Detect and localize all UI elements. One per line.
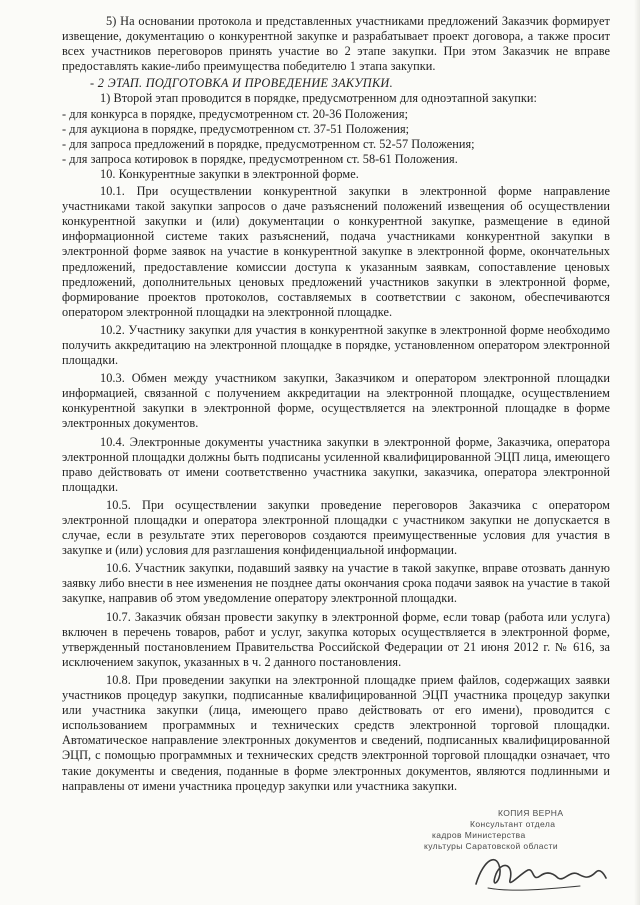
stamp-line-4: культуры Саратовской области xyxy=(424,841,559,851)
list-item-auction: - для аукциона в порядке, предусмотренном ст. 37-51 Положения; xyxy=(62,121,410,136)
list-item-quotations: - для запроса котировок в порядке, предусмотренном ст. 58-61 Положения. xyxy=(62,151,458,166)
paragraph-10-4: 10.4. Электронные документы участника закупки в электронной форме, Заказчика, оператора электронной площадки должны быть подписаны усиленной квалифицированной ЭЦП лица, имеющего право действовать от имени соответственно участника закупки, заказчика, оператора электронной площадки. xyxy=(62,434,610,494)
section-10-title: 10. Конкурентные закупки в электронной форме. xyxy=(100,166,359,181)
list-item-contest: - для конкурса в порядке, предусмотренном ст. 20-36 Положения; xyxy=(62,106,409,121)
document-page xyxy=(62,14,610,794)
paragraph-10-8: 10.8. При проведении закупки на электронной площадке прием файлов, содержащих заявки участников процедур закупки, подписанные квалифицированной ЭЦП участника процедур закупки или участника закупки (лица, имеющего право действовать от его имени), проводится с использованием программных и технических средств электронной торговой площадки. Автоматическое направление электронных документов и сведений, подписанных квалифицированной ЭЦП, с помощью программных и технических средств электронной торговой площадки означает, что такие документы и сведения, поданные в форме электронных документов, являются подлинными и направлены от имени участника процедур закупки или участника закупки. xyxy=(62,672,610,793)
paragraph-10-7: 10.7. Заказчик обязан провести закупку в электронной форме, если товар (работа или услуга) включен в перечень товаров, работ и услуг, закупка которых осуществляется в электронной форме, утвержденный постановлением Правительства Российской Федерации от 21 июня 2012 г. № 616, за исключением закупок, указанных в ч. 2 данного постановления. xyxy=(62,609,610,669)
signature-icon xyxy=(470,844,610,898)
paragraph-10-2: 10.2. Участнику закупки для участия в конкурентной закупке в электронной форме необходимо получить аккредитацию на электронной площадке в порядке, установленном оператором электронной площадки. xyxy=(62,322,610,368)
stage-2-intro: 1) Второй этап проводится в порядке, предусмотренном для одноэтапной закупки: xyxy=(100,91,537,106)
stage-2-heading: - 2 ЭТАП. ПОДГОТОВКА И ПРОВЕДЕНИЕ ЗАКУПКИ. xyxy=(90,76,393,91)
stamp-line-3: кадров Министерства xyxy=(432,830,526,840)
stamp-line-1: КОПИЯ ВЕРНА xyxy=(498,808,564,818)
paragraph-10-6: 10.6. Участник закупки, подавший заявку на участие в такой закупке, вправе отозвать данную заявку либо внести в нее изменения не позднее даты окончания срока подачи заявок на участие в такой закупке, направив об этом уведомление оператору электронной площадки. xyxy=(62,561,610,606)
scan-edge xyxy=(634,0,640,905)
paragraph-10-1: 10.1. При осуществлении конкурентной закупки в электронной форме направление участниками такой закупки запросов о даче разъяснений положений извещения об осуществлении конкурентной закупки и (или) документации о конкурентной закупке, размещение в единой информационной системе таких разъяснений, подача участниками конкурентной закупки в электронной форме заявок на участие в конкурентной закупке в электронной форме, окончательных предложений, предоставление комиссии доступа к указанным заявкам, сопоставление ценовых предложений, дополнительных ценовых предложений участников закупки в электронной форме, формирование проектов протоколов, составляемых в соответствии с законом, обеспечиваются оператором электронной площадки на электронной площадке. xyxy=(62,184,610,319)
certification-stamp xyxy=(410,808,610,900)
paragraph-10-3: 10.3. Обмен между участником закупки, Заказчиком и оператором электронной площадки информацией, связанной с получением аккредитации на электронной площадке, осуществлением конкурентной закупки в электронной форме, осуществляется на электронной площадке в форме электронных документов. xyxy=(62,371,610,431)
paragraph-10-5: 10.5. При осуществлении закупки проведение переговоров Заказчика с оператором электронной площадки и оператора электронной площадки с участником закупки не допускается в случае, если в результате этих переговоров создаются преимущественные условия для участия в закупке и (или) условия для разглашения конфиденциальной информации. xyxy=(62,497,610,558)
stamp-line-2: Консультант отдела xyxy=(470,819,556,829)
paragraph-5: 5) На основании протокола и представленных участниками предложений Заказчик формирует извещение, документацию о конкурентной закупке и разрабатывает проект договора, а также просит всех участников переговоров принять участие во 2 этапе закупки. При этом Заказчик не вправе предоставлять какие-либо преимущества победителю 1 этапа закупки. xyxy=(62,14,610,74)
list-item-proposals: - для запроса предложений в порядке, предусмотренном ст. 52-57 Положения; xyxy=(62,136,475,151)
